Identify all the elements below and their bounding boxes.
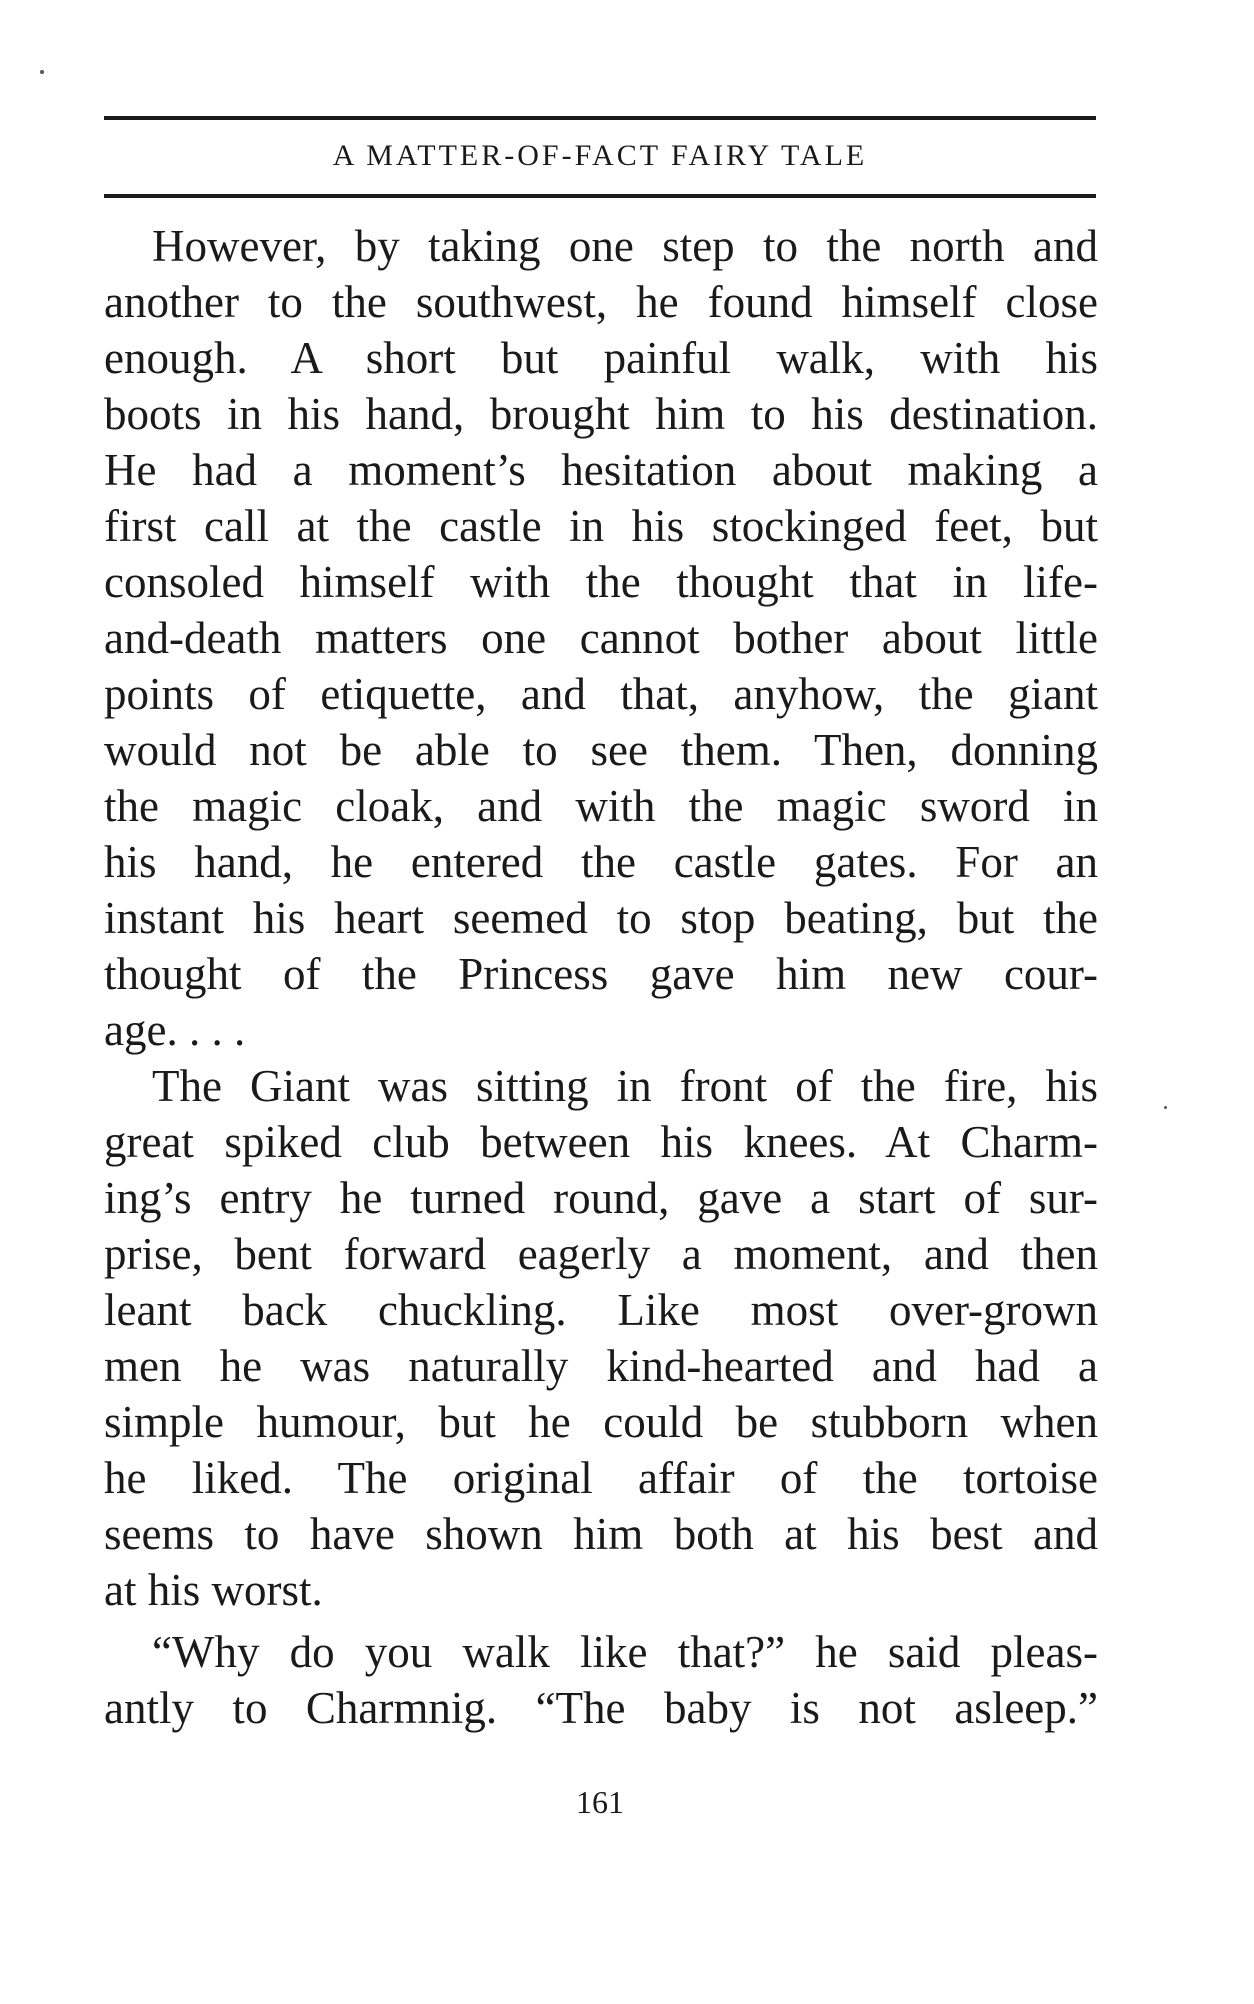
text-line: leant back chuckling. Like most over-grown xyxy=(104,1285,1098,1335)
text-line: another to the southwest, he found himself close xyxy=(104,277,1098,327)
text-line: would not be able to see them. Then, donning xyxy=(104,725,1098,775)
header-rule-top xyxy=(104,116,1096,120)
text-line: simple humour, but he could be stubborn when xyxy=(104,1397,1098,1447)
ink-speck xyxy=(1164,1106,1167,1109)
text-line: and-death matters one cannot bother about little xyxy=(104,613,1098,663)
text-line: the magic cloak, and with the magic sword in xyxy=(104,781,1098,831)
running-head: A MATTER-OF-FACT FAIRY TALE xyxy=(332,139,868,172)
text-line: thought of the Princess gave him new cour- xyxy=(104,949,1098,999)
paragraph xyxy=(104,1624,1098,1736)
text-line: men he was naturally kind-hearted and had a xyxy=(104,1341,1098,1391)
text-line: enough. A short but painful walk, with his xyxy=(104,333,1098,383)
text-line: “Why do you walk like that?” he said pleas- xyxy=(152,1627,1098,1677)
text-line: at his worst. xyxy=(104,1565,323,1615)
text-line: points of etiquette, and that, anyhow, the giant xyxy=(104,669,1098,719)
text-line: age. . . . xyxy=(104,1005,246,1055)
text-line: seems to have shown him both at his best and xyxy=(104,1509,1098,1559)
text-line: his hand, he entered the castle gates. For an xyxy=(104,837,1098,887)
text-line: prise, bent forward eagerly a moment, and then xyxy=(104,1229,1098,1279)
header-rule-bottom xyxy=(104,194,1096,198)
text-line: great spiked club between his knees. At Charm- xyxy=(104,1117,1098,1167)
page-number: 161 xyxy=(576,1784,624,1820)
paragraph xyxy=(104,218,1098,1058)
ink-speck xyxy=(40,70,44,74)
text-line: antly to Charmnig. “The baby is not asleep.” xyxy=(104,1683,1098,1733)
text-line: However, by taking one step to the north and xyxy=(152,221,1098,271)
text-line: boots in his hand, brought him to his destination. xyxy=(104,389,1098,439)
text-line: first call at the castle in his stockinged feet, but xyxy=(104,501,1098,551)
body-text xyxy=(104,218,1098,1736)
text-line: The Giant was sitting in front of the fire, his xyxy=(152,1061,1098,1111)
text-line: he liked. The original affair of the tortoise xyxy=(104,1453,1098,1503)
paragraph xyxy=(104,1058,1098,1618)
text-line: instant his heart seemed to stop beating, but the xyxy=(104,893,1098,943)
text-line: consoled himself with the thought that in life- xyxy=(104,557,1098,607)
text-line: He had a moment’s hesitation about making a xyxy=(104,445,1098,495)
text-line: ing’s entry he turned round, gave a start of sur- xyxy=(104,1173,1098,1223)
